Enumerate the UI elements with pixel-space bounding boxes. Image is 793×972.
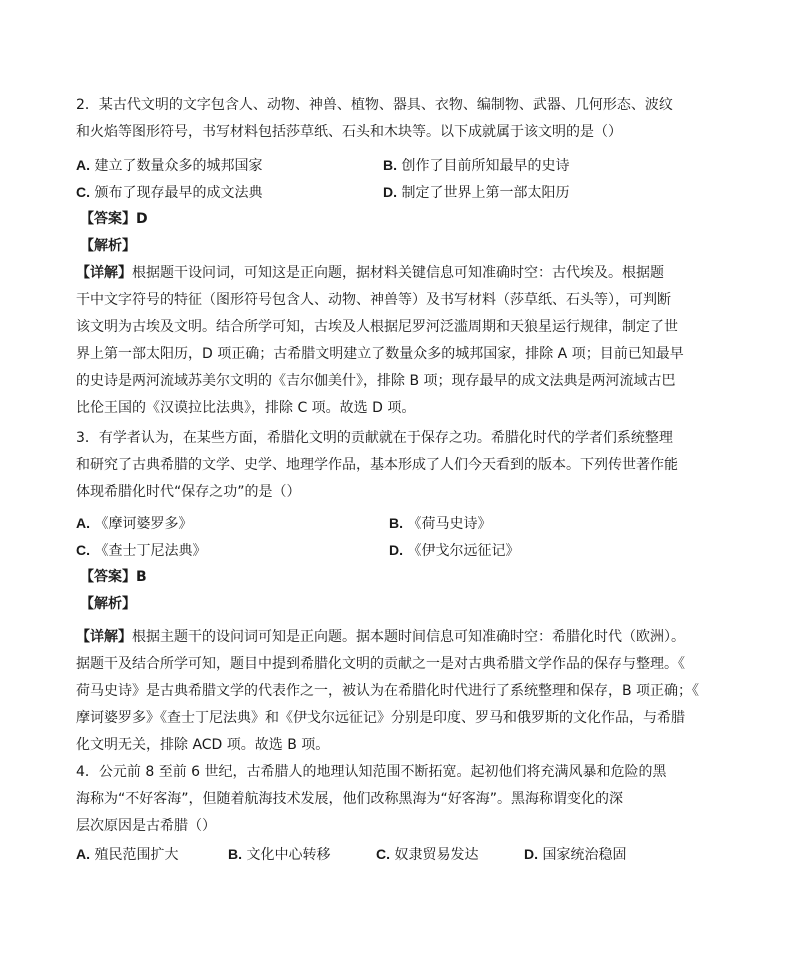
q3-stem-line-3: 体现希腊化时代“保存之功”的是（）	[76, 484, 301, 500]
q2-option-b: B. 创作了目前所知最早的史诗	[383, 157, 570, 174]
q3-detail-line-1: 【详解】根据主题干的设问词可知是正向题。据本题时间信息可知准确时空：希腊化时代（欧洲）。	[76, 629, 685, 645]
q2-detail-line-1: 【详解】根据题干设问词，可知这是正向题，据材料关键信息可知准确时空：古代埃及。根据题	[76, 265, 664, 281]
q4-option-b: B. 文化中心转移	[228, 846, 331, 863]
q4-option-a: A. 殖民范围扩大	[76, 846, 179, 863]
q3-option-a: A. 《摩诃婆罗多》	[76, 515, 193, 532]
q2-analysis-label: 【解析】	[80, 238, 136, 254]
q2-stem-line-2: 和火焰等图形符号，书写材料包括莎草纸、石头和木块等。以下成就属于该文明的是（）	[76, 124, 622, 140]
q2-detail-line-5: 的史诗是两河流域苏美尔文明的《吉尔伽美什》，排除 B 项；现存最早的成文法典是两河流域古巴	[76, 373, 676, 389]
q3-detail-line-5: 化文明无关，排除 ACD 项。故选 B 项。	[76, 737, 330, 753]
q3-detail-line-2: 据题干及结合所学可知，题目中提到希腊化文明的贡献之一是对古典希腊文学作品的保存与整理。《	[76, 656, 685, 672]
q3-detail-line-4: 摩诃婆罗多》《查士丁尼法典》和《伊戈尔远征记》分别是印度、罗马和俄罗斯的文化作品，与希腊	[76, 710, 685, 726]
q3-option-d: D. 《伊戈尔远征记》	[389, 542, 520, 559]
q2-detail-line-2: 干中文字符号的特征（图形符号包含人、动物、神兽等）及书写材料（莎草纸、石头等），可判断	[76, 292, 671, 308]
q3-detail-line-3: 荷马史诗》是古典希腊文学的代表作之一，被认为在希腊化时代进行了系统整理和保存，B 项正确；《	[76, 683, 700, 699]
q2-option-c: C. 颁布了现存最早的成文法典	[76, 184, 263, 201]
q2-option-d: D. 制定了世界上第一部太阳历	[383, 184, 570, 201]
q4-stem-line-2: 海称为“不好客海”，但随着航海技术发展，他们改称黑海为“好客海”。黑海称谓变化的深	[76, 791, 624, 807]
q3-option-c: C. 《查士丁尼法典》	[76, 542, 207, 559]
q4-option-d: D. 国家统治稳固	[524, 846, 627, 863]
q3-stem-line-1: 3．有学者认为，在某些方面，希腊化文明的贡献就在于保存之功。希腊化时代的学者们系统整理	[76, 430, 673, 446]
q2-stem-line-1: 2．某古代文明的文字包含人、动物、神兽、植物、器具、衣物、编制物、武器、几何形态、波纹	[76, 97, 673, 113]
q3-analysis-label: 【解析】	[80, 596, 136, 612]
q2-answer: 【答案】D	[80, 211, 148, 227]
q2-detail-line-4: 界上第一部太阳历，D 项正确；古希腊文明建立了数量众多的城邦国家，排除 A 项；目前已知最早	[76, 346, 684, 362]
q3-stem-line-2: 和研究了古典希腊的文学、史学、地理学作品，基本形成了人们今天看到的版本。下列传世著作能	[76, 457, 678, 473]
q3-answer: 【答案】B	[80, 569, 147, 585]
q4-stem-line-1: 4．公元前 8 至前 6 世纪，古希腊人的地理认知范围不断拓宽。起初他们将充满风暴和危险的黑	[76, 764, 667, 780]
q4-stem-line-3: 层次原因是古希腊（）	[76, 818, 216, 834]
q2-detail-line-3: 该文明为古埃及文明。结合所学可知，古埃及人根据尼罗河泛滥周期和天狼星运行规律，制定了世	[76, 319, 678, 335]
q3-option-b: B. 《荷马史诗》	[389, 515, 492, 532]
q4-option-c: C. 奴隶贸易发达	[376, 846, 479, 863]
q2-option-a: A. 建立了数量众多的城邦国家	[76, 157, 263, 174]
q2-detail-line-6: 比伦王国的《汉谟拉比法典》，排除 C 项。故选 D 项。	[76, 400, 416, 416]
